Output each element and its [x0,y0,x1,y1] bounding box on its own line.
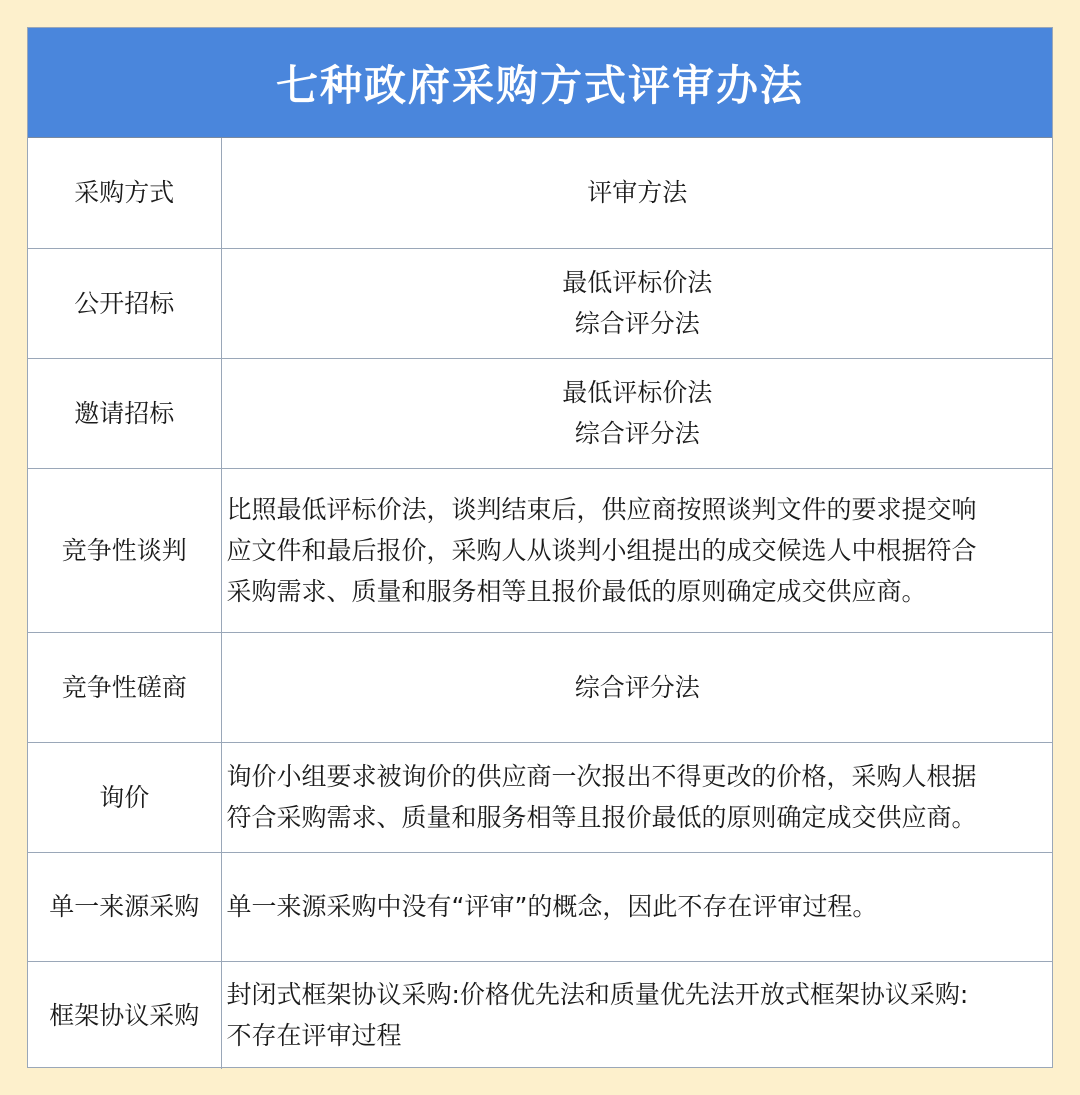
review-text-line: 综合评分法 [574,309,700,338]
table-row [28,961,1052,1069]
method-name: 询价 [99,782,150,812]
review-text-line: 不存在评审过程 [226,1021,402,1051]
review-cell [221,852,1052,961]
review-cell [221,468,1052,632]
method-name: 框架协议采购 [49,1000,200,1030]
method-name: 单一来源采购 [49,892,200,921]
table-row [28,742,1052,852]
review-cell [221,961,1052,1069]
method-cell [28,632,221,742]
method-cell [28,852,221,961]
review-cell [221,358,1052,468]
review-text-line: 最低评标价法 [562,378,713,407]
page-title: 七种政府采购方式评审办法 [275,60,804,110]
method-name: 竞争性谈判 [61,535,187,565]
review-text-line: 符合采购需求、质量和服务相等且报价最低的原则确定成交供应商。 [226,803,977,832]
header-row [28,138,1052,248]
review-text-line: 综合评分法 [574,672,700,702]
method-name: 公开招标 [74,288,175,318]
review-text-line: 综合评分法 [574,419,700,448]
methods-table [28,138,1052,1069]
review-cell [221,248,1052,358]
title-bar [28,28,1052,138]
review-text-line: 比照最低评标价法，谈判结束后，供应商按照谈判文件的要求提交响 [226,494,977,524]
header-review-label: 评审方法 [587,178,688,208]
method-cell [28,468,221,632]
table-row [28,248,1052,358]
method-name: 邀请招标 [74,398,175,428]
review-cell [221,632,1052,742]
header-review-cell [221,138,1052,248]
table-row [28,468,1052,632]
review-text-line: 询价小组要求被询价的供应商一次报出不得更改的价格，采购人根据 [226,762,977,791]
review-text-line: 封闭式框架协议采购:价格优先法和质量优先法开放式框架协议采购: [226,980,969,1010]
method-cell [28,961,221,1069]
review-cell [221,742,1052,852]
review-text-line: 应文件和最后报价，采购人从谈判小组提出的成交候选人中根据符合 [226,535,977,565]
header-method-label: 采购方式 [74,178,175,208]
header-method-cell [28,138,221,248]
method-cell [28,248,221,358]
table-row [28,358,1052,468]
table-row [28,852,1052,961]
method-cell [28,358,221,468]
review-text-line: 最低评标价法 [562,268,713,297]
table-row [28,632,1052,742]
review-text-line: 采购需求、质量和服务相等且报价最低的原则确定成交供应商。 [226,576,927,606]
method-name: 竞争性磋商 [61,672,187,702]
method-cell [28,742,221,852]
review-methods-table-card [27,27,1053,1068]
review-text-line: 单一来源采购中没有“评审”的概念，因此不存在评审过程。 [226,892,878,921]
